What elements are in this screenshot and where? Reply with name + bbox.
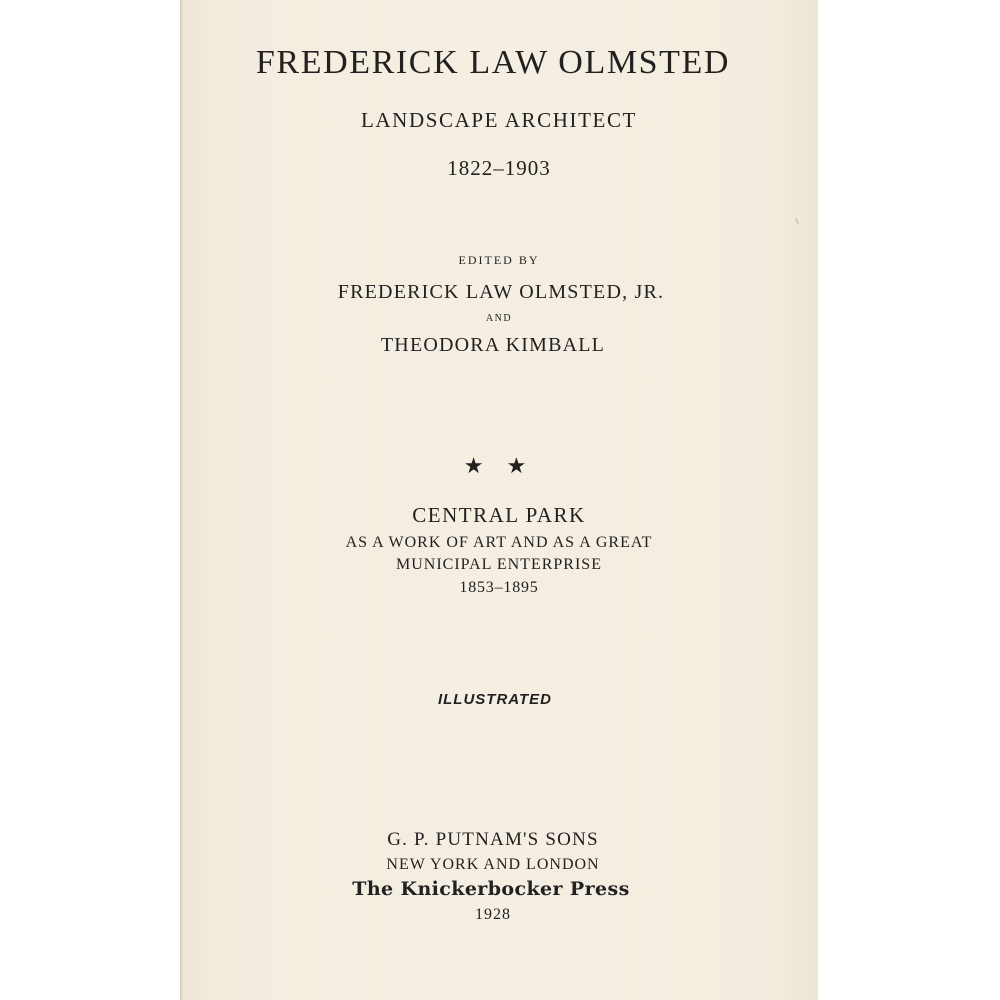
and-label: AND	[485, 313, 513, 324]
illustrated-label: ILLUSTRATED	[437, 691, 553, 708]
edited-by-label: EDITED BY	[458, 253, 540, 267]
book-subtitle: LANDSCAPE ARCHITECT	[360, 108, 637, 132]
paper-speck	[795, 218, 799, 224]
publication-year: 1928	[475, 906, 511, 923]
publisher-name: G. P. PUTNAM'S SONS	[387, 829, 599, 850]
press-name: The Knickerbocker Press	[352, 878, 630, 900]
publisher-places: NEW YORK AND LONDON	[386, 856, 600, 873]
editor-name-first: FREDERICK LAW OLMSTED, JR.	[337, 281, 665, 303]
book-title-page	[180, 0, 818, 1000]
page-edge-shadow	[180, 0, 183, 1000]
volume-star-icon: ★ ★	[463, 454, 535, 479]
volume-dates: 1853–1895	[459, 579, 539, 596]
volume-subtitle-line-2: MUNICIPAL ENTERPRISE	[396, 556, 602, 573]
volume-title: CENTRAL PARK	[412, 503, 586, 527]
life-dates: 1822–1903	[447, 156, 551, 180]
volume-subtitle-line-1: AS A WORK OF ART AND AS A GREAT	[345, 534, 653, 551]
book-title: FREDERICK LAW OLMSTED	[255, 44, 731, 81]
editor-name-second: THEODORA KIMBALL	[380, 334, 606, 356]
